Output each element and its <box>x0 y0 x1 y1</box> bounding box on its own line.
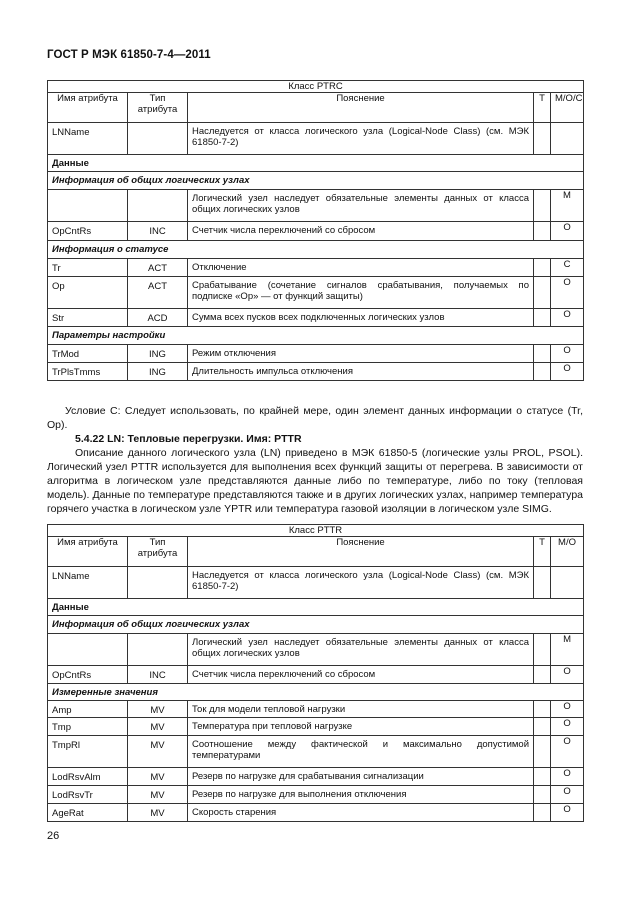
attribute-type-cell: ACT <box>128 259 188 277</box>
transient-cell <box>534 718 551 736</box>
table-row <box>48 309 584 327</box>
description-cell: Счетчик числа переключений со сбросом <box>188 222 534 241</box>
description-cell: Резерв по нагрузке для выполнения отключения <box>188 786 534 804</box>
table-row <box>48 222 584 241</box>
table-row <box>48 666 584 684</box>
mandatory-optional-cell: O <box>551 736 584 768</box>
description-cell: Температура при тепловой нагрузке <box>188 718 534 736</box>
column-header-name: Имя атрибута <box>48 537 128 567</box>
description-cell: Наследуется от класса логического узла (Logical-Node Class) (см. МЭК 61850-7-2) <box>188 123 534 155</box>
table-row <box>48 155 584 172</box>
table-row <box>48 123 584 155</box>
attribute-type-cell: INC <box>128 222 188 241</box>
table-row <box>48 363 584 381</box>
attribute-name-cell: LNName <box>48 567 128 599</box>
table-row <box>48 786 584 804</box>
attribute-name-cell: Tr <box>48 259 128 277</box>
attribute-name-cell: LodRsvTr <box>48 786 128 804</box>
section-label: Информация о статусе <box>48 241 584 259</box>
transient-cell <box>534 666 551 684</box>
class-label-row <box>48 81 584 93</box>
mandatory-optional-cell: O <box>551 309 584 327</box>
transient-cell <box>534 736 551 768</box>
column-header-t: T <box>534 93 551 123</box>
ptrc-class-table <box>47 80 584 381</box>
mandatory-optional-cell: M <box>551 190 584 222</box>
condition-paragraph: Условие C: Следует использовать, по крайней мере, один элемент данных информации о статусе (Tr, Op). <box>47 405 583 431</box>
document-header: ГОСТ Р МЭК 61850-7-4—2011 <box>47 49 211 61</box>
transient-cell <box>534 701 551 718</box>
column-header-type: Тип атрибута <box>128 537 188 567</box>
class-label: Класс PTRC <box>48 81 584 93</box>
section-heading: 5.4.22 LN: Тепловые перегрузки. Имя: PTTR <box>75 433 302 445</box>
column-header-desc: Пояснение <box>188 537 534 567</box>
table-row <box>48 684 584 701</box>
table-row <box>48 190 584 222</box>
column-header-row <box>48 537 584 567</box>
attribute-name-cell: TrMod <box>48 345 128 363</box>
mandatory-optional-cell: O <box>551 701 584 718</box>
column-header-row <box>48 93 584 123</box>
attribute-type-cell <box>128 190 188 222</box>
attribute-name-cell: Op <box>48 277 128 309</box>
mandatory-optional-cell <box>551 123 584 155</box>
description-cell: Сумма всех пусков всех подключенных логических узлов <box>188 309 534 327</box>
attribute-name-cell: TmpRl <box>48 736 128 768</box>
description-cell: Ток для модели тепловой нагрузки <box>188 701 534 718</box>
attribute-type-cell: MV <box>128 736 188 768</box>
transient-cell <box>534 309 551 327</box>
attribute-type-cell: INC <box>128 666 188 684</box>
table-row <box>48 701 584 718</box>
description-cell: Длительность импульса отключения <box>188 363 534 381</box>
attribute-type-cell <box>128 123 188 155</box>
table-row <box>48 634 584 666</box>
column-header-mo: M/O/C <box>551 93 584 123</box>
attribute-type-cell: ING <box>128 345 188 363</box>
table-row <box>48 327 584 345</box>
attribute-name-cell: TrPlsTmms <box>48 363 128 381</box>
attribute-type-cell: MV <box>128 786 188 804</box>
transient-cell <box>534 768 551 786</box>
transient-cell <box>534 222 551 241</box>
table-row <box>48 172 584 190</box>
description-cell: Скорость старения <box>188 804 534 822</box>
attribute-name-cell: Amp <box>48 701 128 718</box>
section-body-paragraph: Описание данного логического узла (LN) приведено в МЭК 61850-5 (логические узлы PROL, PSOL). Логический узел PTTR используется для выполнения всех функций защиты от перегрева. В зависимости от алгоритма в логическом узле представляются данные либо по температуре, либо по току (тепловая модель). Данные по температуре представляются также и в других логических узлах, например температура горячего участка в логическом узле YPTR или температура газовой изоляции в логическом узле SIMG. <box>47 447 583 515</box>
attribute-type-cell: MV <box>128 718 188 736</box>
attribute-name-cell: LodRsvAlm <box>48 768 128 786</box>
transient-cell <box>534 634 551 666</box>
description-cell: Режим отключения <box>188 345 534 363</box>
table-row <box>48 718 584 736</box>
column-header-t: T <box>534 537 551 567</box>
table-row <box>48 616 584 634</box>
ptrc-table-body <box>48 81 584 381</box>
table-row <box>48 345 584 363</box>
section-label: Данные <box>48 155 584 172</box>
description-cell: Логический узел наследует обязательные элементы данных от класса общих логических узлов <box>188 634 534 666</box>
attribute-type-cell <box>128 567 188 599</box>
description-cell: Счетчик числа переключений со сбросом <box>188 666 534 684</box>
mandatory-optional-cell: O <box>551 277 584 309</box>
section-label: Параметры настройки <box>48 327 584 345</box>
attribute-type-cell <box>128 634 188 666</box>
table-row <box>48 599 584 616</box>
page-number: 26 <box>47 830 60 842</box>
attribute-name-cell <box>48 634 128 666</box>
attribute-name-cell <box>48 190 128 222</box>
mandatory-optional-cell: O <box>551 345 584 363</box>
section-label: Информация об общих логических узлах <box>48 172 584 190</box>
table-row <box>48 567 584 599</box>
column-header-desc: Пояснение <box>188 93 534 123</box>
mandatory-optional-cell: O <box>551 718 584 736</box>
attribute-name-cell: AgeRat <box>48 804 128 822</box>
table-row <box>48 768 584 786</box>
column-header-mo: M/O <box>551 537 584 567</box>
attribute-name-cell: LNName <box>48 123 128 155</box>
attribute-type-cell: ACD <box>128 309 188 327</box>
transient-cell <box>534 567 551 599</box>
transient-cell <box>534 190 551 222</box>
description-cell: Соотношение между фактической и максимально допустимой температурами <box>188 736 534 768</box>
table-row <box>48 259 584 277</box>
section-label: Информация об общих логических узлах <box>48 616 584 634</box>
description-cell: Отключение <box>188 259 534 277</box>
attribute-type-cell: ING <box>128 363 188 381</box>
table-row <box>48 804 584 822</box>
mandatory-optional-cell: O <box>551 786 584 804</box>
mandatory-optional-cell: O <box>551 666 584 684</box>
table-row <box>48 736 584 768</box>
transient-cell <box>534 123 551 155</box>
column-header-type: Тип атрибута <box>128 93 188 123</box>
attribute-name-cell: OpCntRs <box>48 666 128 684</box>
column-header-name: Имя атрибута <box>48 93 128 123</box>
mandatory-optional-cell: M <box>551 634 584 666</box>
attribute-name-cell: OpCntRs <box>48 222 128 241</box>
attribute-type-cell: MV <box>128 804 188 822</box>
mandatory-optional-cell: O <box>551 804 584 822</box>
transient-cell <box>534 259 551 277</box>
mandatory-optional-cell: C <box>551 259 584 277</box>
mandatory-optional-cell <box>551 567 584 599</box>
description-cell: Срабатывание (сочетание сигналов срабатывания, получаемых по подписке «Op» — от функций защиты) <box>188 277 534 309</box>
pttr-table-body <box>48 525 584 822</box>
transient-cell <box>534 804 551 822</box>
section-label: Данные <box>48 599 584 616</box>
table-row <box>48 277 584 309</box>
mandatory-optional-cell: O <box>551 768 584 786</box>
attribute-type-cell: ACT <box>128 277 188 309</box>
table-row <box>48 241 584 259</box>
transient-cell <box>534 363 551 381</box>
description-cell: Наследуется от класса логического узла (Logical-Node Class) (см. МЭК 61850-7-2) <box>188 567 534 599</box>
description-cell: Логический узел наследует обязательные элементы данных от класса общих логических узлов <box>188 190 534 222</box>
mandatory-optional-cell: O <box>551 363 584 381</box>
description-cell: Резерв по нагрузке для срабатывания сигнализации <box>188 768 534 786</box>
mandatory-optional-cell: O <box>551 222 584 241</box>
section-label: Измеренные значения <box>48 684 584 701</box>
transient-cell <box>534 786 551 804</box>
attribute-name-cell: Str <box>48 309 128 327</box>
pttr-class-table <box>47 524 584 822</box>
class-label-row <box>48 525 584 537</box>
attribute-name-cell: Tmp <box>48 718 128 736</box>
attribute-type-cell: MV <box>128 701 188 718</box>
transient-cell <box>534 345 551 363</box>
class-label: Класс PTTR <box>48 525 584 537</box>
transient-cell <box>534 277 551 309</box>
attribute-type-cell: MV <box>128 768 188 786</box>
